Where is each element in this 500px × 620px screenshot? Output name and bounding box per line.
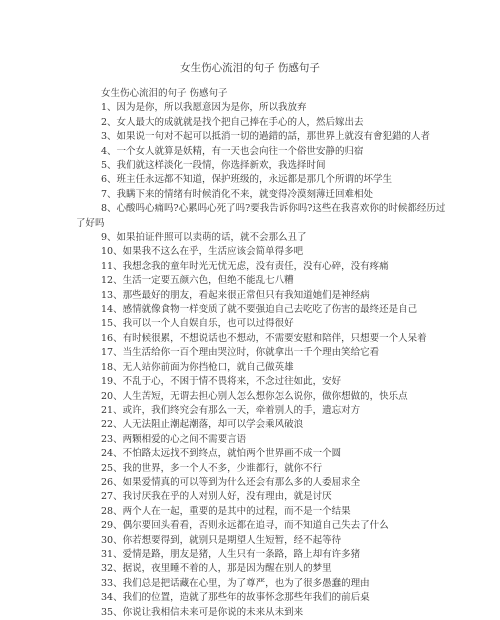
- list-item: 2、女人最大的成就就是找个把自己捧在手心的人，然后嫁出去: [101, 116, 364, 128]
- list-item: 26、如果爱情真的可以等到为什么还会有那么多的人委屈求全: [101, 476, 361, 488]
- list-item: 23、两颗相爱的心之间不需要言语: [101, 433, 247, 445]
- list-item: 31、爱情是路，朋友是猪，人生只有一条路，路上却有许多猪: [101, 548, 361, 560]
- list-item: 32、据说，夜里睡不着的人，那是因为醒在别人的梦里: [101, 563, 332, 575]
- list-item: 3、如果说一句对不起可以抵消一切的過錯的話，那世界上就沒有會犯錯的人者: [101, 131, 431, 143]
- list-item: 7、我瞒下来的情绪有时候消化不来，就变得冷漠刻薄迁回难相处: [101, 188, 374, 200]
- list-item: 20、人生苦短，无谓去担心别人怎么想你怎么说你，做你想做的，快乐点: [101, 390, 408, 402]
- list-item: 19、不乱于心，不困于情不畏将来，不念过往如此，安好: [101, 376, 342, 388]
- list-item: 1、因为是你，所以我愿意因为是你，所以我放弃: [101, 102, 307, 114]
- list-item: 14、感情就像食物一样变质了就不要强迫自己去吃吃了伤害的最终还是自己: [101, 304, 418, 316]
- list-item: 24、不怕路太远找不到终点，就怕两个世界画不成一个圆: [101, 448, 342, 460]
- list-item: 4、一个女人就算是妖精，有一天也会向往一个俗世安静的归宿: [101, 145, 364, 157]
- list-item: 35、你说让我相信未来可是你说的未来从未到来: [101, 606, 304, 618]
- list-item: 22、人无法阻止潮起潮落，却可以学会乘风破浪: [101, 419, 304, 431]
- article-body: [0, 87, 500, 620]
- list-item: 21、或许，我们终究会有那么一天，牵着别人的手，遗忘对方: [101, 404, 361, 416]
- list-item: 25、我的世界，多一个人不多，少谁都行，就你不行: [101, 462, 323, 474]
- list-item-line-1: 8、心酸吗心痛吗?心累吗心死了吗?要我告诉你吗?这些在我喜欢你的时候都经历过: [101, 203, 446, 215]
- list-item: 29、偶尔要回头看看，否则永远都在追寻，而不知道自己失去了什么: [101, 520, 389, 532]
- list-item-line-2: 了好吗: [76, 217, 105, 229]
- list-item: 18、无人站你前面为你挡枪口，就自己做英雄: [101, 361, 294, 373]
- list-item: 16、有时候很累，不想说话也不想动，不需要安慰和陪伴，只想要一个人呆着: [101, 332, 427, 344]
- list-item: 5、我们就这样淡化一段情，你选择新欢，我选择时间: [101, 160, 326, 172]
- list-item: 10、如果我不这么在乎，生活应该会简单得多吧: [101, 246, 304, 258]
- list-item: 34、我们的位置，造就了那些年的故事怀念那些年我们的前后桌: [101, 592, 370, 604]
- list-item: 6、班主任永远都不知道，保护班级的，永远都是那几个所谓的坏学生: [101, 174, 393, 186]
- list-item: 12、生活一定要五颜六色，但绝不能乱七八糟: [101, 275, 294, 287]
- list-item: 13、那些最好的朋友，看起来很正常但只有我知道她们是神经病: [101, 289, 370, 301]
- list-item: 15、我可以一个人自娱自乐，也可以过得很好: [101, 318, 294, 330]
- page-title: 女生伤心流泪的句子 伤感句子: [180, 62, 320, 74]
- article-subheading: 女生伤心流泪的句子 伤感句子: [101, 88, 228, 99]
- list-item: 30、你若想要得到，就别只是期望人生短暂，经不起等待: [101, 534, 342, 546]
- list-item: 27、我讨厌我在乎的人对别人好，没有理由，就是讨厌: [101, 491, 332, 503]
- list-item: 17、当生活给你一百个理由哭泣时，你就拿出一千个理由笑给它看: [101, 347, 380, 359]
- list-item: 33、我们总是把话藏在心里，为了尊严，也为了很多愚蠢的理由: [101, 577, 370, 589]
- list-item: 9、如果拍证件照可以卖萌的话，就不会那么丑了: [101, 232, 307, 244]
- list-item: 11、我想念我的童年时光无忧无虑，没有责任，没有心碎，没有疼痛: [101, 260, 389, 272]
- list-item: 28、两个人在一起，重要的是其中的过程，而不是一个结果: [101, 505, 351, 517]
- list-item-wrapped: [0, 202, 500, 231]
